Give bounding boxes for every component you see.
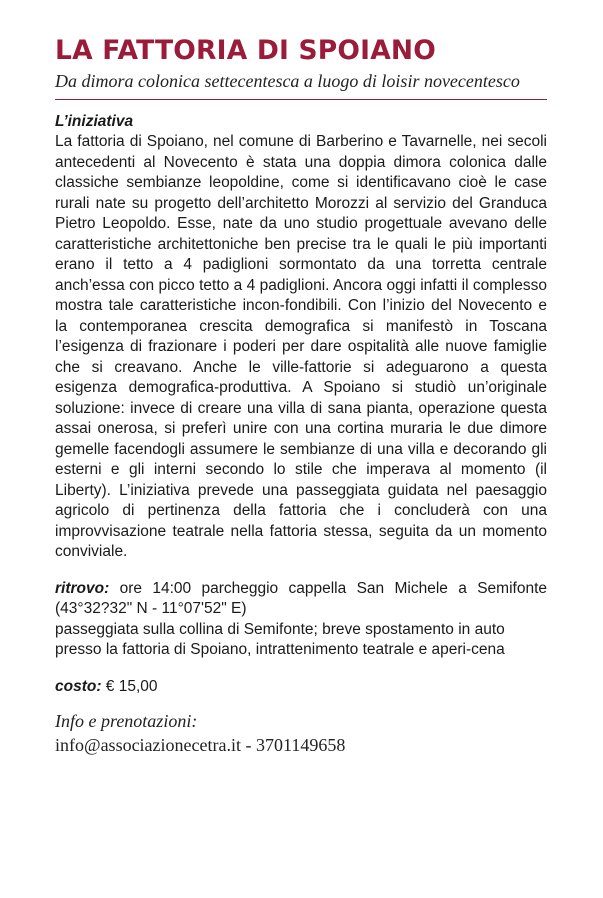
title-divider [55, 99, 547, 100]
initiative-body: La fattoria di Spoiano, nel comune di Barberino e Tavarnelle, nei secoli antecedenti al Novecento è stata una doppia dimora colonica dalle classiche sembianze leopoldine, come si identificavano cioè le case rurali nate su progetto dell’architetto Morozzi al servizio del Granduca Pietro Leopoldo. Esse, nate da uno studio progettuale avevano delle caratteristiche architettoniche ben precise tra le quali le più importanti erano il tetto a 4 padiglioni sormontato da una torretta centrale anch’essa con picco tetto a 4 padiglioni. Ancora oggi infatti il complesso mostra tale caratteristiche incon-fondibili. Con l’inizio del Novecento e la contemporanea crescita demografica si manifestò in Toscana l’esigenza di frazionare i poderi per dare ospitalità alle nuove famiglie che si creavano. Anche le ville-fattorie si adeguarono a questa esigenza demografica-produttiva. A Spoiano si studiò un’originale soluzione: invece di creare una villa di sana pianta, operazione questa assai onerosa, si preferì unire con una cortina muraria le due dimore gemelle facendogli assumere le sembianze di una villa e decorando gli esterni e gli interni secondo lo stile che imperava al momento (il Liberty). L’iniziativa prevede una passeggiata guidata nel paesaggio agricolo di pertinenza della fattoria che i concluderà con una improvvisazione teatrale nella fattoria stessa, seguita da un momento conviviale. [55, 133, 547, 560]
page-subtitle: Da dimora colonica settecentesca a luogo di loisir novecentesco [55, 71, 520, 91]
cost [55, 677, 547, 697]
section-heading-initiative: L’iniziativa [55, 113, 134, 130]
meeting-point-label: ritrovo: [55, 579, 110, 597]
cost-value: € 15,00 [101, 677, 158, 695]
meeting-details: passeggiata sulla collina di Semifonte; breve spostamento in auto presso la fattoria di Spoiano, intrattenimento teatrale e aperi-cena [55, 620, 505, 658]
cost-label: costo: [55, 677, 102, 695]
meeting-point [55, 579, 547, 620]
meeting-point-text: ore 14:00 parcheggio cappella San Michele a Semifonte (43°32?32" N - 11°07'52" E) [55, 579, 547, 617]
contact-info[interactable]: info@associazionecetra.it - 3701149658 [55, 734, 346, 755]
page-title: LA FATTORIA DI SPOIANO [55, 35, 437, 66]
info-title: Info e prenotazioni: [55, 710, 198, 731]
